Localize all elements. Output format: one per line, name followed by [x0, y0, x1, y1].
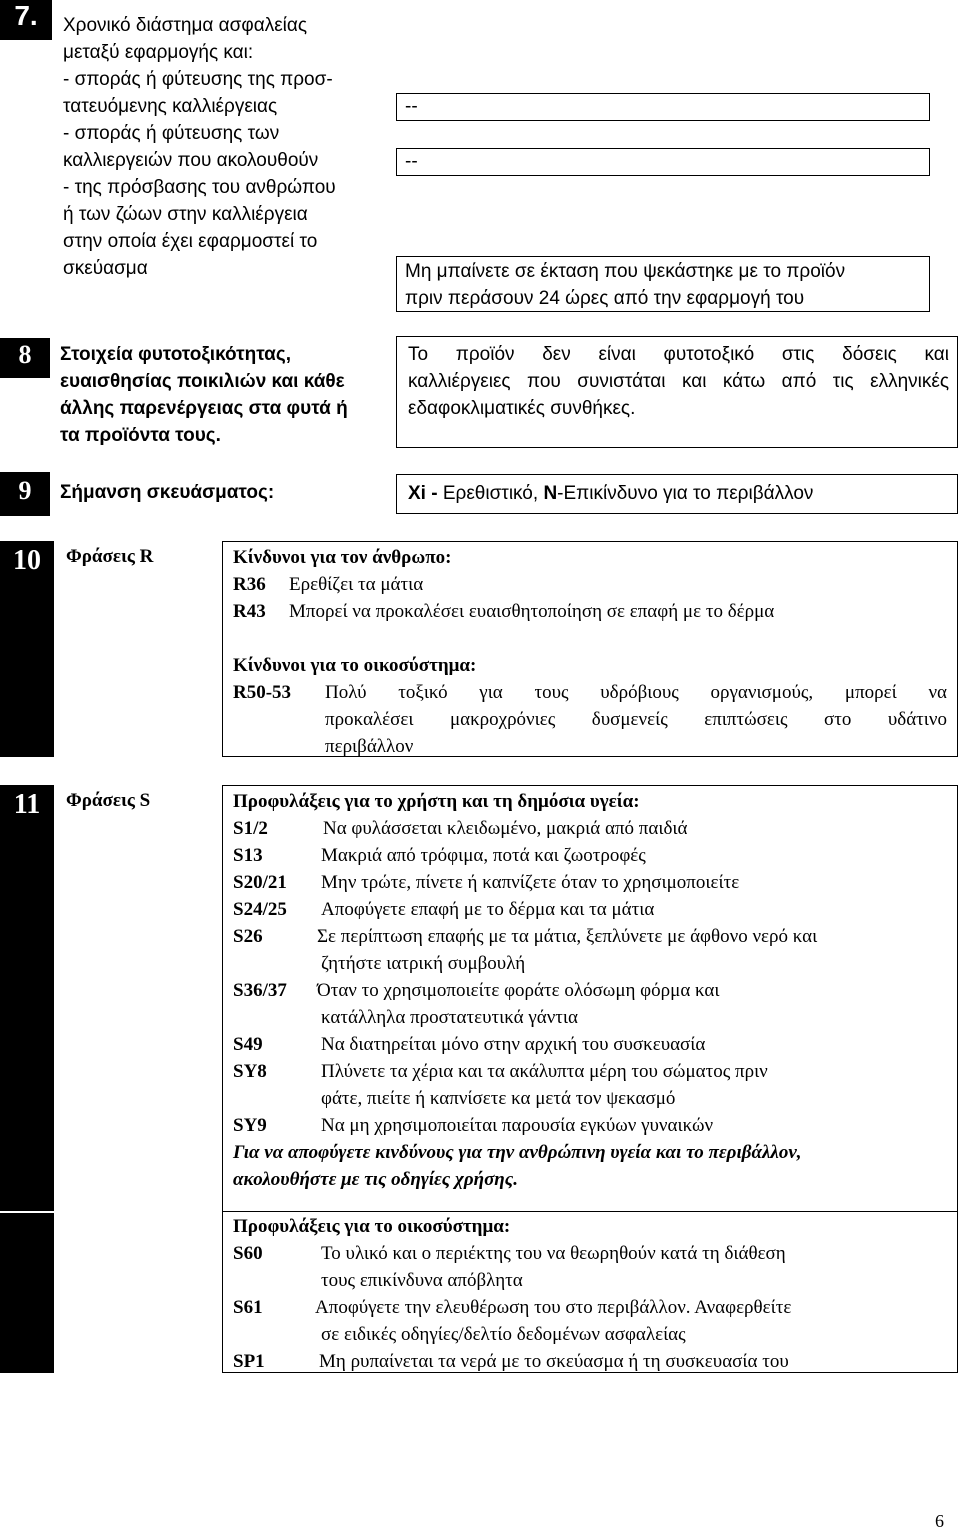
section-7-value-3: Μη μπαίνετε σε έκταση που ψεκάστηκε με το προϊόν πριν περάσουν 24 ώρες από την εφαρμογή του — [396, 256, 930, 312]
label-line: τα προϊόντα τους. — [60, 425, 221, 446]
user-precautions-heading: Προφυλάξεις για το χρήστη και τη δημόσια υγεία: — [233, 791, 640, 812]
label-line: - της πρόσβασης του ανθρώπου — [63, 177, 336, 198]
section-11-content-user — [222, 785, 958, 1212]
human-hazard-heading: Κίνδυνοι για τον άνθρωπο: — [233, 547, 452, 568]
section-number-11: 11 — [0, 785, 54, 1373]
section-10-content — [222, 541, 958, 757]
phrase-row: R43 Μπορεί να προκαλέσει ευαισθητοποίηση σε επαφή με το δέρμα — [233, 598, 947, 625]
label-line: ευαισθησίας ποικιλιών και κάθε — [60, 371, 345, 392]
n-code: N — [543, 483, 558, 504]
phrase-row: S24/25 Αποφύγετε επαφή με το δέρμα και τα μάτια — [233, 899, 655, 920]
xi-code: Xi - — [408, 483, 438, 504]
section-11-content-eco — [222, 1211, 958, 1373]
section-11-divider — [0, 1211, 54, 1213]
section-number-8: 8 — [0, 338, 50, 378]
label-line: σκεύασμα — [63, 258, 148, 279]
phrase-row: S61 Αποφύγετε την ελευθέρωση του στο περιβάλλον. Αναφερθείτε — [233, 1297, 792, 1318]
section-7-value-2: -- — [396, 148, 930, 176]
phrase-row: SY9 Να μη χρησιμοποιείται παρουσία εγκύων γυναικών — [233, 1115, 714, 1136]
section-number-10: 10 — [0, 541, 54, 757]
phrase-row: S49 Να διατηρείται μόνο στην αρχική του συσκευασία — [233, 1034, 706, 1055]
section-8-label — [60, 341, 390, 449]
label-line: Στοιχεία φυτοτοξικότητας, — [60, 344, 291, 365]
usage-note: ακολουθήστε με τις οδηγίες χρήσης. — [233, 1169, 518, 1190]
page-number: 6 — [935, 1511, 944, 1531]
phrase-row: S60 Το υλικό και ο περιέκτης του να θεωρηθούν κατά τη διάθεση — [233, 1243, 786, 1264]
phrase-row: S1/2 Να φυλάσσεται κλειδωμένο, μακριά από παιδιά — [233, 818, 688, 839]
section-8-value: Το προϊόν δεν είναι φυτοτοξικό στις δόσεις και καλλιέργειες που συνιστάται και κάτω από τις ελληνικές εδαφοκλιματικές συνθήκες. — [396, 336, 958, 448]
label-line: μεταξύ εφαρμογής και: — [63, 42, 254, 63]
section-9-label: Σήμανση σκευάσματος: — [60, 482, 275, 503]
phrase-code: R50-53 — [233, 682, 292, 703]
label-line: - σποράς ή φύτευσης των — [63, 123, 280, 144]
phrase-row: S26 Σε περίπτωση επαφής με τα μάτια, ξεπλύνετε με άφθονο νερό και — [233, 926, 818, 947]
label-line: ή των ζώων στην καλλιέργεια — [63, 204, 308, 225]
usage-note: Για να αποφύγετε κινδύνους για την ανθρώπινη υγεία και το περιβάλλον, — [233, 1142, 802, 1163]
phrase-code: R43 — [233, 601, 266, 622]
section-9-value: Xi - Ερεθιστικό, N-Επικίνδυνο για το περιβάλλον — [396, 474, 958, 514]
eco-hazard-heading: Κίνδυνοι για το οικοσύστημα: — [233, 655, 477, 676]
label-line: καλλιεργειών που ακολουθούν — [63, 150, 319, 171]
phrase-row: R36 Ερεθίζει τα μάτια — [233, 571, 947, 598]
phrase-row: SP1 Μη ρυπαίνεται τα νερά με το σκεύασμα ή τη συσκευασία του — [233, 1351, 789, 1372]
phrase-row-continuation: τους επικίνδυνα απόβλητα — [321, 1270, 523, 1291]
phrase-row: S20/21 Μην τρώτε, πίνετε ή καπνίζετε όταν το χρησιμοποιείτε — [233, 872, 740, 893]
label-line: Χρονικό διάστημα ασφαλείας — [63, 15, 308, 36]
section-10-label: Φράσεις R — [66, 546, 154, 567]
section-number-9: 9 — [0, 472, 50, 516]
section-7-label — [63, 12, 383, 282]
phrase-row-continuation: κατάλληλα προστατευτικά γάντια — [321, 1007, 578, 1028]
phrase-row: S13 Μακριά από τρόφιμα, ποτά και ζωοτροφές — [233, 845, 646, 866]
phrase-row: R50-53 Πολύ τοξικό για τους υδρόβιους οργανισμούς, μπορεί να προκαλέσει μακροχρόνιες δυσμενείς επιπτώσεις στο υδάτινο περιβάλλον — [233, 679, 947, 760]
phrase-row: S36/37 Όταν το χρησιμοποιείτε φοράτε ολόσωμη φόρμα και — [233, 980, 720, 1001]
phrase-row-continuation: ζητήστε ιατρική συμβουλή — [321, 953, 526, 974]
phrase-code: R36 — [233, 574, 266, 595]
label-line: άλλης παρενέργειας στα φυτά ή — [60, 398, 348, 419]
eco-precautions-heading: Προφυλάξεις για το οικοσύστημα: — [233, 1216, 511, 1237]
section-11-label: Φράσεις S — [66, 790, 151, 811]
phrase-row: SY8 Πλύνετε τα χέρια και τα ακάλυπτα μέρη του σώματος πριν — [233, 1061, 768, 1082]
label-line: - σποράς ή φύτευσης της προσ- — [63, 69, 333, 90]
phrase-row-continuation: σε ειδικές οδηγίες/δελτίο δεδομένων ασφαλείας — [321, 1324, 686, 1345]
phrase-row-continuation: φάτε, πιείτε ή καπνίσετε κα μετά τον ψεκασμό — [321, 1088, 676, 1109]
label-line: στην οποία έχει εφαρμοστεί το — [63, 231, 318, 252]
section-number-7: 7. — [0, 0, 52, 40]
section-7-value-1: -- — [396, 93, 930, 121]
label-line: τατευόμενης καλλιέργειας — [63, 96, 278, 117]
